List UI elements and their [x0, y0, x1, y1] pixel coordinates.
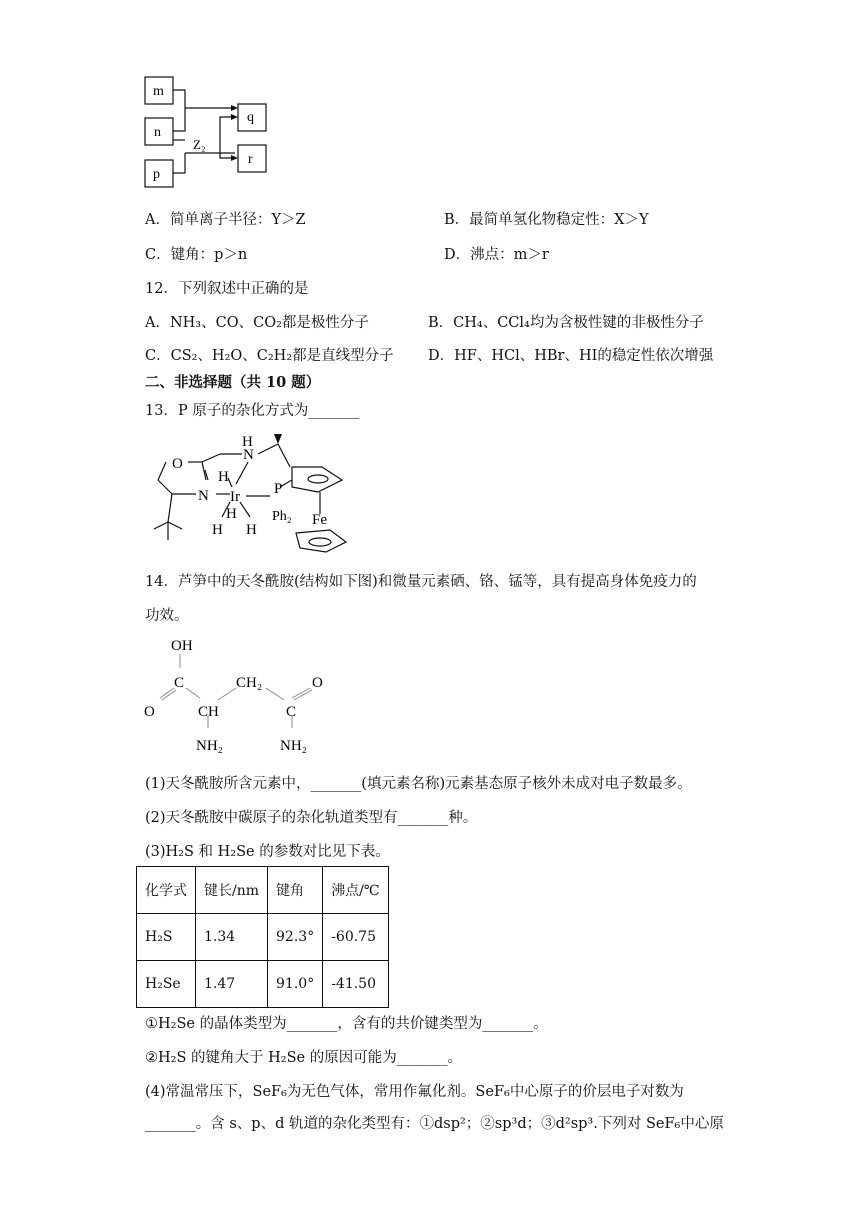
asn-nh2-2: NH₂ — [280, 738, 307, 754]
node-r: r — [248, 152, 253, 167]
flow-diagram — [140, 72, 275, 192]
q14-part2: (2)天冬酰胺中碳原子的杂化轨道类型有_______种。 — [145, 810, 478, 826]
q12-option-d: D．HF、HCl、HBr、HI的稳定性依次增强 — [428, 348, 714, 364]
asn-o2: O — [312, 675, 323, 691]
asn-nh2-1: NH₂ — [196, 738, 223, 754]
q14-part4-line1: (4)常温常压下，SeF₆为无色气体，常用作氟化剂。SeF₆中心原子的价层电子对数为 — [145, 1084, 684, 1100]
label-p: P — [274, 481, 283, 497]
q12-option-c: C．CS₂、H₂O、C₂H₂都是直线型分子 — [145, 348, 394, 364]
table-cell: H₂S — [137, 914, 196, 961]
iridium-complex-structure — [150, 432, 360, 557]
q12-option-b: B．CH₄、CCl₄均为含极性键的非极性分子 — [428, 315, 704, 331]
node-p: p — [153, 167, 160, 182]
label-n-amine: N — [243, 447, 254, 463]
table-cell: 91.0° — [268, 961, 323, 1008]
label-ir: Ir — [230, 489, 240, 505]
label-o: O — [172, 456, 183, 472]
table-cell: 92.3° — [268, 914, 323, 961]
table-header: 化学式 — [137, 867, 196, 914]
table-cell: 1.34 — [196, 914, 268, 961]
edge-label-z2: Z₂ — [193, 137, 206, 152]
section-heading: 二、非选择题（共 10 题） — [145, 374, 321, 391]
q11-option-a: A．简单离子半径：Y＞Z — [145, 212, 306, 228]
label-h3: H — [246, 522, 257, 538]
q12-stem: 12．下列叙述中正确的是 — [145, 281, 309, 297]
label-h1: H — [218, 469, 229, 485]
label-ph2: Ph₂ — [272, 509, 292, 524]
label-h2: H — [212, 522, 223, 538]
table-header: 键长/nm — [196, 867, 268, 914]
node-m: m — [153, 84, 164, 99]
params-table — [136, 866, 389, 1008]
asn-o1: O — [144, 704, 155, 720]
asn-c1: C — [174, 675, 185, 691]
q14-stem-line1: 14．芦笋中的天冬酰胺(结构如下图)和微量元素硒、铬、锰等，具有提高身体免疫力的 — [145, 574, 697, 590]
node-n: n — [154, 125, 161, 140]
table-cell: 1.47 — [196, 961, 268, 1008]
table-header: 键角 — [268, 867, 323, 914]
q14-part1: (1)天冬酰胺所含元素中，_______(填元素名称)元素基态原子核外未成对电子数最多。 — [145, 776, 692, 792]
q14-sub2: ②H₂S 的键角大于 H₂Se 的原因可能为_______。 — [145, 1050, 462, 1066]
asn-oh: OH — [171, 638, 193, 654]
q14-part4-line2: _______。含 s、p、d 轨道的杂化类型有：①dsp²；②sp³d；③d²sp³.下列对 SeF₆中心原 — [145, 1116, 724, 1132]
q14-part3: (3)H₂S 和 H₂Se 的参数对比见下表。 — [145, 844, 390, 860]
label-n-ring: N — [198, 488, 209, 504]
asn-ch2: CH₂ — [236, 675, 263, 691]
q14-stem-line2: 功效。 — [145, 608, 189, 624]
label-fe: Fe — [312, 512, 327, 528]
table-cell: -41.50 — [323, 961, 388, 1008]
table-header: 沸点/℃ — [323, 867, 388, 914]
table-header-row — [137, 867, 389, 914]
q12-option-a: A．NH₃、CO、CO₂都是极性分子 — [145, 315, 369, 331]
label-h-nh: H — [242, 434, 253, 450]
q11-option-c: C．键角：p＞n — [145, 247, 248, 263]
label-h4: H — [226, 506, 237, 522]
q11-option-d: D．沸点：m＞r — [444, 247, 549, 263]
table-row — [137, 961, 389, 1008]
table-cell: -60.75 — [323, 914, 388, 961]
asn-ch: CH — [198, 704, 219, 720]
q14-sub1: ①H₂Se 的晶体类型为_______，含有的共价键类型为_______。 — [145, 1016, 548, 1032]
q11-option-b: B．最简单氢化物稳定性：X＞Y — [444, 212, 649, 228]
table-cell: H₂Se — [137, 961, 196, 1008]
asparagine-structure — [140, 632, 340, 757]
q13-stem: 13．P 原子的杂化方式为_______ — [145, 403, 360, 419]
asn-c2: C — [286, 704, 297, 720]
table-row — [137, 914, 389, 961]
node-q: q — [247, 110, 254, 125]
